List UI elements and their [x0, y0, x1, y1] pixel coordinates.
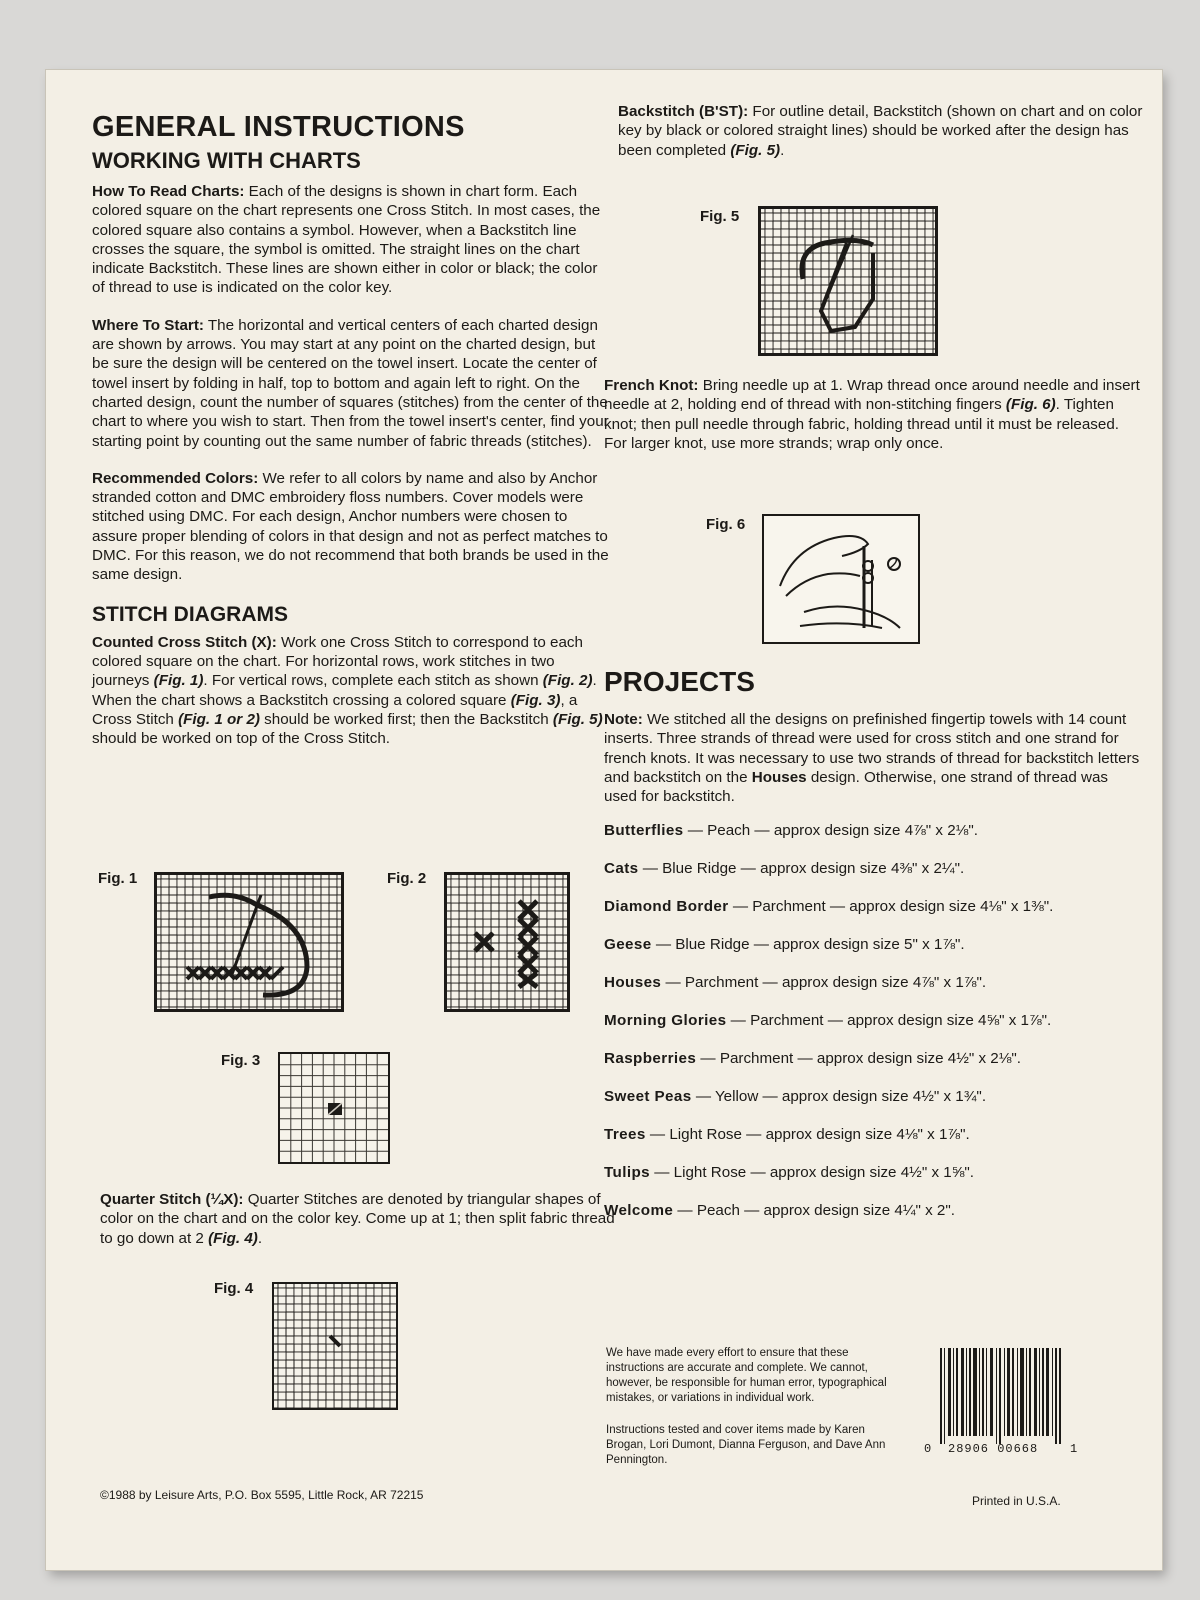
- counted-cross-text-6: should be worked on top of the Cross Stitch.: [92, 730, 391, 748]
- fig-reference: (Fig. 1 or 2): [178, 710, 260, 728]
- counted-cross-text-2: . For vertical rows, complete each stitch as shown: [203, 672, 543, 690]
- fig-2-diagram: [444, 872, 570, 1012]
- list-item: [604, 974, 1144, 991]
- project-name: Raspberries: [604, 1050, 697, 1068]
- project-desc: — Parchment — approx design size 4½" x 2⅛".: [696, 1050, 1022, 1068]
- where-to-start-text: The horizontal and vertical centers of each charted design are shown by arrows. You may start at any point on the charted design, but be sure the design will be centered on the towel insert. Locate the center of towel insert by folding in half, top to bottom and again left to right. On the charted design, count the number of squares (stitches) from the center of the chart to where you wish to start. Then from the towel insert's center, find your starting point by counting out the same number of fabric threads (stitches).: [92, 316, 609, 450]
- project-desc: — Parchment — approx design size 4⅛" x 1⅜".: [728, 898, 1054, 916]
- recommended-colors-text: We refer to all colors by name and also by Anchor stranded cotton and DMC embroidery floss numbers. Cover models were stitched using DMC. For each design, Anchor numbers were chosen to assure proper blending of colors in that design and not as perfect matches to DMC. For this reason, we do not recommend that both brands be used in the same design.: [92, 469, 609, 584]
- list-item: [604, 822, 1144, 839]
- barcode-bars: [938, 1348, 1064, 1444]
- fig-3-label: Fig. 3: [221, 1052, 261, 1069]
- counted-cross-lead: Counted Cross Stitch (X):: [92, 633, 277, 651]
- backstitch-text-2: .: [780, 141, 785, 159]
- where-to-start-paragraph: [92, 316, 612, 451]
- project-name: Geese: [604, 936, 652, 954]
- barcode-digit-left: 0: [924, 1442, 933, 1456]
- fig-1-label: Fig. 1: [98, 870, 138, 887]
- counted-cross-text-5: should be worked first; then the Backstitch: [259, 710, 553, 728]
- fig-6-hand-illustration: [764, 516, 918, 642]
- fig-5-label: Fig. 5: [700, 208, 740, 225]
- counted-cross-text-3: . When the chart shows a Backstitch crossing a colored square: [92, 672, 597, 709]
- fig-1-diagram: [154, 872, 344, 1012]
- list-item: [604, 936, 1144, 953]
- project-name: Trees: [604, 1126, 646, 1144]
- project-desc: — Peach — approx design size 4¼" x 2".: [673, 1202, 955, 1220]
- french-knot-text-2: . Tighten knot; then pull needle through fabric, holding thread until it must be released. For larger knot, use more strands; wrap only once.: [604, 396, 1120, 452]
- french-knot-text-1: Bring needle up at 1. Wrap thread once around needle and insert needle at 2, holding end of thread with non-stitching fingers: [604, 377, 1140, 414]
- project-desc: — Yellow — approx design size 4½" x 1¾".: [691, 1088, 987, 1106]
- where-to-start-lead: Where To Start:: [92, 316, 204, 334]
- counted-cross-text-1: Work one Cross Stitch to correspond to each colored square on the chart. For horizontal rows, work stitches in two journeys: [92, 633, 583, 690]
- note-houses-bold: Houses: [751, 768, 807, 786]
- barcode-number: 28906 00668: [948, 1442, 1039, 1456]
- french-knot-lead: French Knot:: [604, 377, 699, 394]
- disclaimer-text: We have made every effort to ensure that these instructions are accurate and complete. We cannot, however, be responsible for human error, typographical mistakes, or variations in individual work.: [606, 1347, 887, 1404]
- tested-by-text: Instructions tested and cover items made by Karen Brogan, Lori Dumont, Dianna Ferguson, and Dave Ann Pennington.: [606, 1424, 886, 1466]
- fig-5-weave-grid: [761, 209, 935, 353]
- barcode: [938, 1348, 1064, 1444]
- project-desc: — Blue Ridge — approx design size 4⅜" x 2¼".: [638, 860, 965, 878]
- project-name: Houses: [604, 974, 662, 992]
- fig-3-diagram: [278, 1052, 390, 1164]
- quarter-stitch-text-1: Quarter Stitches are denoted by triangular shapes of color on the chart and on the color key. Come up at 1; then split fabric thread to go down at 2: [100, 1191, 615, 1247]
- fig-reference: (Fig. 6): [1005, 396, 1056, 414]
- fig-3-plain-grid: [280, 1054, 388, 1162]
- projects-note: [604, 710, 1144, 806]
- project-name: Tulips: [604, 1164, 650, 1182]
- disclaimer-block: [606, 1346, 906, 1468]
- project-name: Sweet Peas: [604, 1088, 692, 1106]
- list-item: [604, 1088, 1144, 1105]
- recommended-colors-lead: Recommended Colors:: [92, 469, 259, 487]
- backstitch-paragraph: [618, 102, 1143, 160]
- page-title: GENERAL INSTRUCTIONS: [92, 111, 465, 143]
- fig-reference: (Fig. 4): [208, 1229, 258, 1247]
- left-column: [92, 110, 612, 748]
- how-to-read-text: Each of the designs is shown in chart form. Each colored square on the chart represents one Cross Stitch. In most cases, the colored square also contains a symbol. However, when a Backstitch line crosses the square, the symbol is omitted. The straight lines on the chart indicate Backstitch. These lines are shown either in color or black; the color of thread to use is indicated on the color key.: [92, 183, 601, 297]
- section-title-stitch-diagrams: STITCH DIAGRAMS: [92, 602, 288, 626]
- project-list: [604, 822, 1144, 1219]
- project-desc: — Light Rose — approx design size 4⅛" x 1⅞".: [645, 1126, 970, 1144]
- list-item: [604, 1050, 1144, 1067]
- fig-4-label: Fig. 4: [214, 1280, 254, 1297]
- counted-cross-stitch-paragraph: [92, 633, 612, 749]
- fig-reference: (Fig. 5): [730, 141, 781, 159]
- fig-1-weave-grid: [157, 875, 341, 1009]
- fig-reference: (Fig. 2): [542, 672, 593, 690]
- recommended-colors-paragraph: [92, 469, 612, 585]
- list-item: [604, 1202, 1144, 1219]
- how-to-read-charts-paragraph: [92, 182, 612, 298]
- list-item: [604, 1164, 1144, 1181]
- list-item: [604, 898, 1144, 915]
- projects-title: PROJECTS: [604, 666, 755, 697]
- quarter-stitch-block: [100, 1190, 620, 1248]
- fig-reference: (Fig. 5): [552, 710, 603, 728]
- project-desc: — Peach — approx design size 4⅞" x 2⅛".: [683, 822, 978, 840]
- note-lead: Note:: [604, 711, 643, 728]
- project-name: Morning Glories: [604, 1012, 727, 1030]
- printed-in-usa: Printed in U.S.A.: [972, 1494, 1061, 1508]
- quarter-stitch-paragraph: [100, 1190, 620, 1248]
- project-name: Diamond Border: [604, 898, 729, 916]
- fig-5-diagram: [758, 206, 938, 356]
- fig-2-weave-grid: [447, 875, 567, 1009]
- project-name: Cats: [604, 860, 639, 878]
- project-desc: — Blue Ridge — approx design size 5" x 1⅞".: [651, 936, 965, 954]
- backstitch-text-1: For outline detail, Backstitch (shown on chart and on color key by black or colored straight lines) should be worked after the design has been completed: [618, 103, 1143, 159]
- project-name: Welcome: [604, 1202, 674, 1220]
- project-name: Butterflies: [604, 822, 684, 840]
- fig-2-label: Fig. 2: [387, 870, 427, 887]
- backstitch-lead: Backstitch (B'ST):: [618, 103, 749, 120]
- how-to-read-lead: How To Read Charts:: [92, 183, 245, 200]
- project-desc: — Parchment — approx design size 4⅝" x 1⅞".: [726, 1012, 1052, 1030]
- quarter-stitch-text-2: .: [257, 1229, 263, 1247]
- french-knot-block: [604, 376, 1144, 453]
- fig-4-diagram: [272, 1282, 398, 1410]
- instruction-page: [46, 70, 1162, 1570]
- note-text-2: design. Otherwise, one strand of thread was used for backstitch.: [604, 768, 1109, 806]
- french-knot-paragraph: [604, 376, 1144, 453]
- section-title-working-with-charts: WORKING WITH CHARTS: [92, 148, 361, 173]
- list-item: [604, 1012, 1144, 1029]
- counted-cross-text-4: , a Cross Stitch: [92, 691, 578, 728]
- list-item: [604, 860, 1144, 877]
- fig-4-weave-grid: [274, 1284, 396, 1408]
- projects-section: [604, 666, 1144, 1240]
- fig-reference: (Fig. 3): [510, 691, 561, 709]
- project-desc: — Light Rose — approx design size 4½" x 1⅝".: [650, 1164, 974, 1182]
- fig-6-label: Fig. 6: [706, 516, 746, 533]
- fig-6-diagram: [762, 514, 920, 644]
- right-column: [618, 102, 1143, 160]
- project-desc: — Parchment — approx design size 4⅞" x 1⅞".: [661, 974, 987, 992]
- quarter-stitch-lead: Quarter Stitch (¼X):: [100, 1191, 244, 1208]
- list-item: [604, 1126, 1144, 1143]
- fig-reference: (Fig. 1): [153, 672, 204, 690]
- note-text-1: We stitched all the designs on prefinished fingertip towels with 14 count inserts. Three strands of thread were used for cross stitch and one strand for french knots. It was necessary to use two strands of thread for backstitch letters and backstitch on the: [604, 711, 1140, 786]
- barcode-digit-right: 1: [1070, 1442, 1079, 1456]
- copyright-footer: ©1988 by Leisure Arts, P.O. Box 5595, Little Rock, AR 72215: [100, 1488, 424, 1502]
